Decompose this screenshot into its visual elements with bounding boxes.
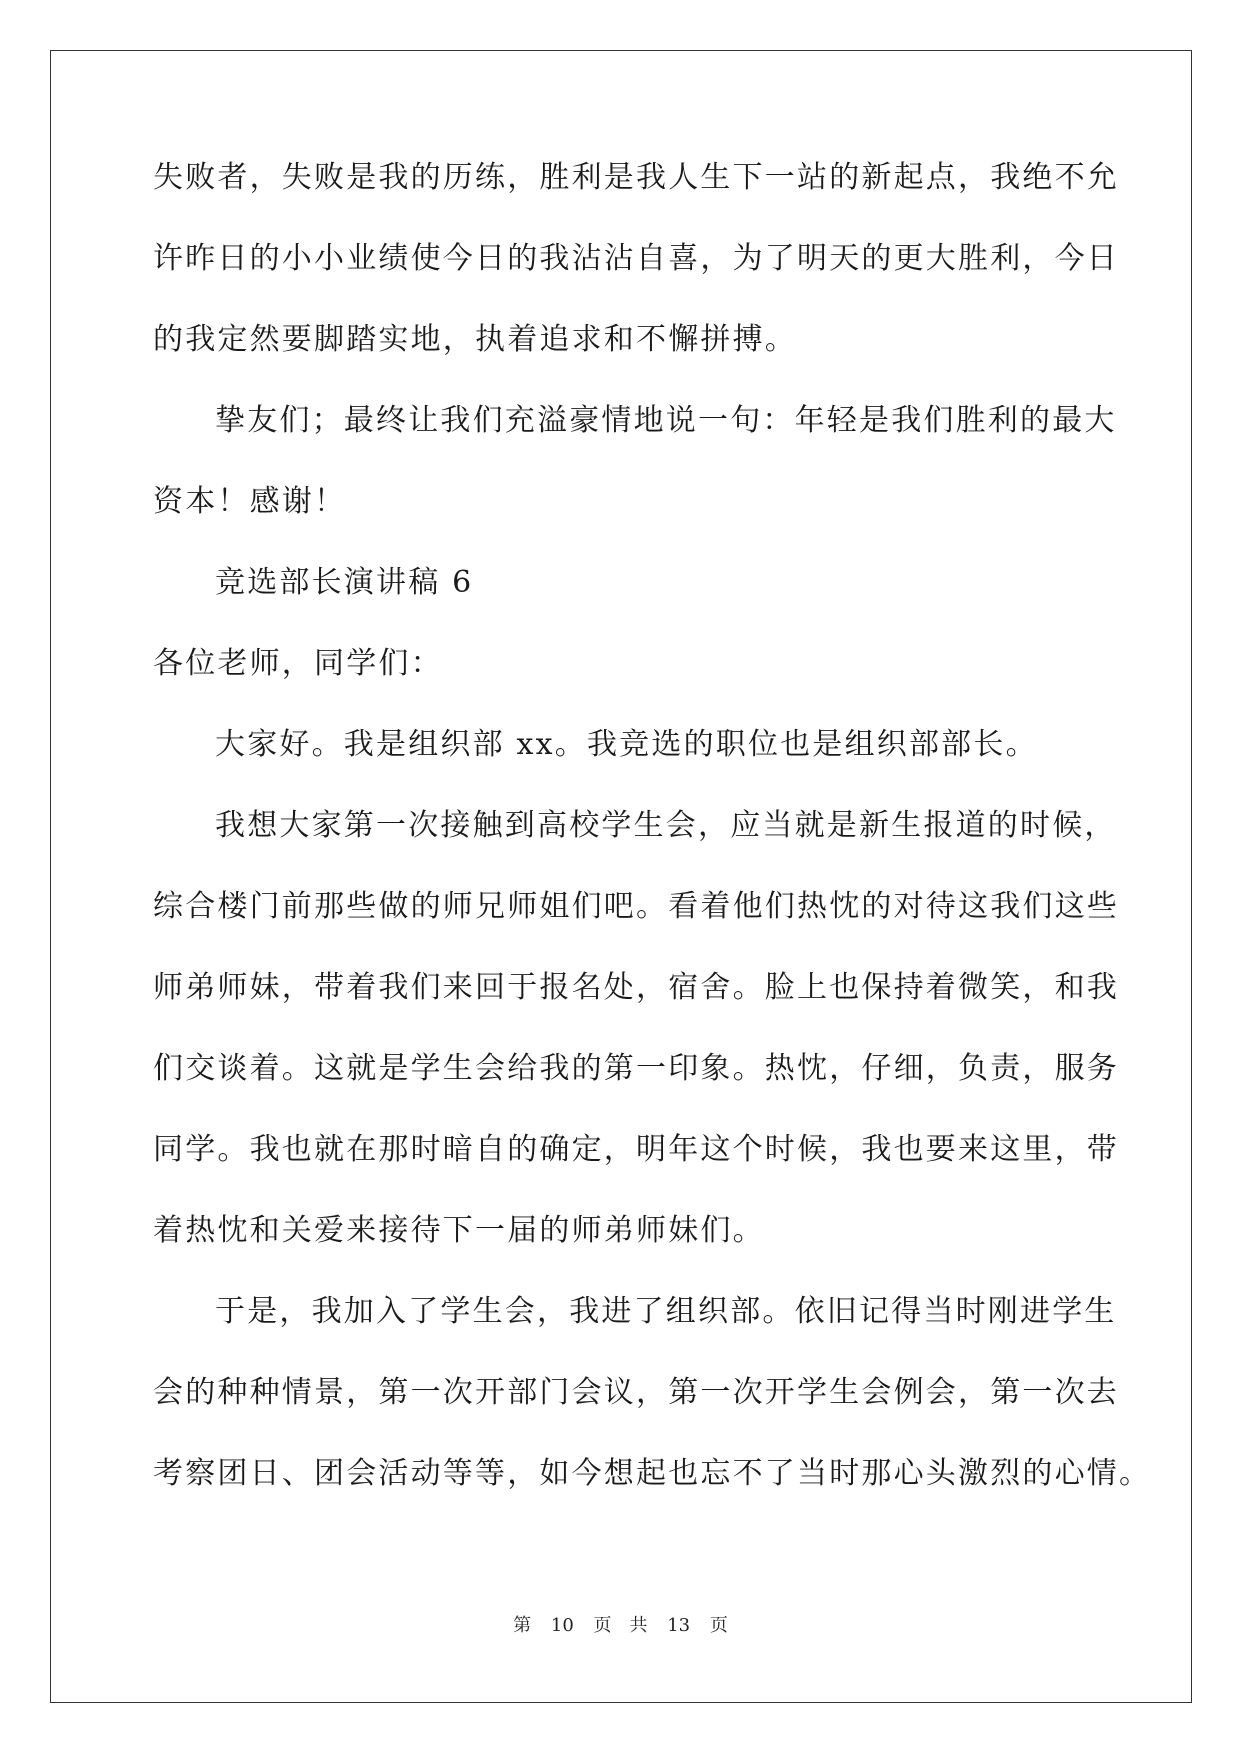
text-line-2: 许昨日的小小业绩使今日的我沾沾自喜，为了明天的更大胜利，今日 [153,241,1119,276]
text-line-9: 我想大家第一次接触到高校学生会，应当就是新生报道的时候， [215,808,1117,843]
text-line-5: 资本！感谢！ [153,484,347,519]
text-line-15: 于是，我加入了学生会，我进了组织部。依旧记得当时刚进学生 [215,1294,1117,1329]
document-body [153,160,1152,1537]
text-line-16: 会的种种情景，第一次开部门会议，第一次开学生会例会，第一次去 [153,1375,1119,1410]
text-line-4: 挚友们；最终让我们充溢豪情地说一句：年轻是我们胜利的最大 [215,403,1117,438]
text-line-14: 着热忱和关爱来接待下一届的师弟师妹们。 [153,1213,765,1248]
text-line-13: 同学。我也就在那时暗自的确定，明年这个时候，我也要来这里，带 [153,1132,1119,1167]
page-number-footer: 第 10 页 共 13 页 [513,1615,728,1636]
text-line-17: 考察团日、团会活动等等，如今想起也忘不了当时那心头激烈的心情。 [153,1456,1152,1491]
text-line-1: 失败者，失败是我的历练，胜利是我人生下一站的新起点，我绝不允 [153,160,1119,195]
section-heading: 竞选部长演讲稿 6 [215,565,474,600]
text-line-12: 们交谈着。这就是学生会给我的第一印象。热忱，仔细，负责，服务 [153,1051,1119,1086]
text-line-10: 综合楼门前那些做的师兄师姐们吧。看着他们热忱的对待这我们这些 [153,889,1119,924]
text-line-8: 大家好。我是组织部 xx。我竞选的职位也是组织部部长。 [215,727,1038,762]
text-line-11: 师弟师妹，带着我们来回于报名处，宿舍。脸上也保持着微笑，和我 [153,970,1119,1005]
salutation: 各位老师，同学们： [153,646,443,681]
text-line-3: 的我定然要脚踏实地，执着追求和不懈拼搏。 [153,322,797,357]
